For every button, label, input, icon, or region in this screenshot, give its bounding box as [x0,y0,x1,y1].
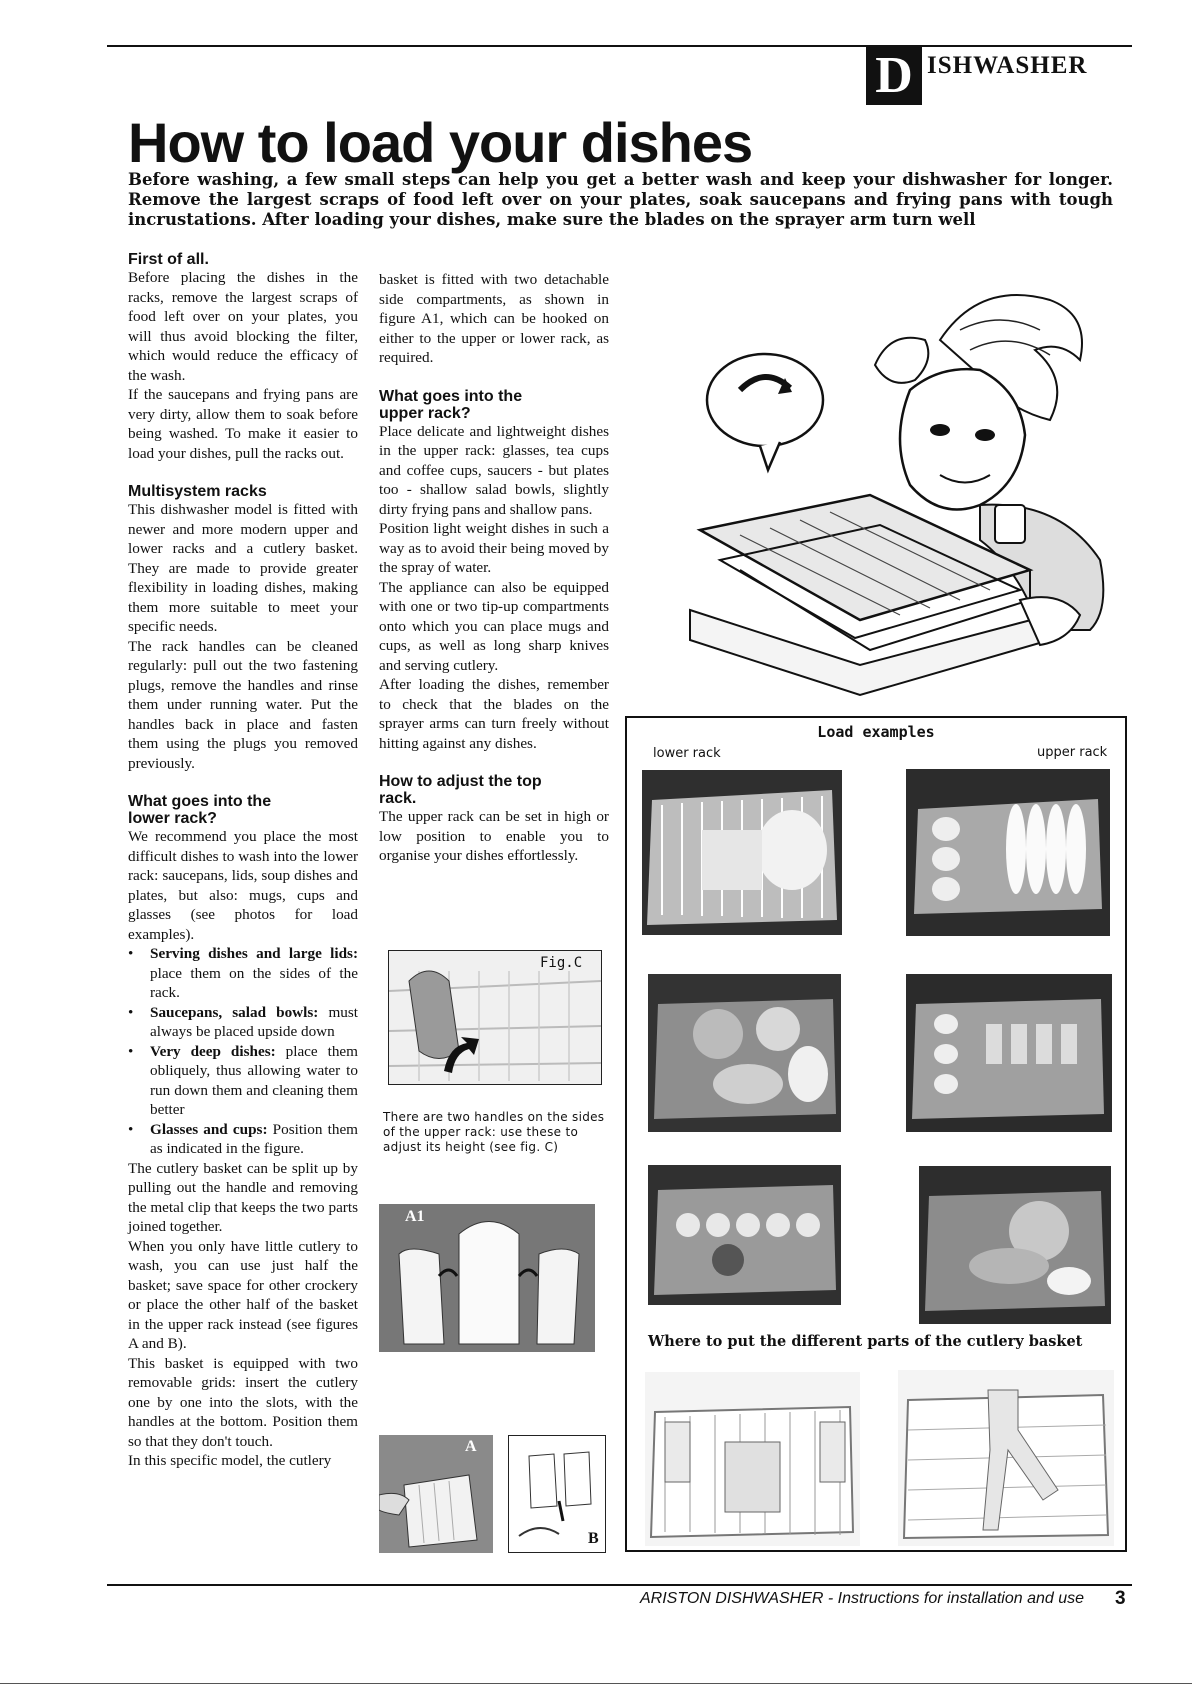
figure-a1-label: A1 [405,1208,425,1225]
figure-a1 [379,1204,595,1352]
figure-c-label: Fig.C [540,955,583,971]
column-1 [128,251,358,1471]
heading-lower-rack: What goes into the lower rack? [128,793,272,827]
paragraph: If the saucepans and frying pans are very dirty, allow them to soak before being washed. To make it easier to load your dishes, pull the racks out. [128,386,358,462]
intro-line-1: Before washing, a few small steps can help you get a better wash and keep your dishwasher for longer. [128,170,1113,189]
paragraph: The appliance can also be equipped with one or two tip-up compartments onto which you can place mugs and cups, as well as long sharp knives and serving cutlery. [379,578,609,674]
page-number: 3 [1115,1588,1126,1609]
paragraph: Place delicate and lightweight dishes in the upper rack: glasses, tea cups and coffee cups, saucers - but plates too - shallow salad bowls, slightly dirty frying pans and shallow pans. [379,422,609,518]
paragraph: The upper rack can be set in high or low position to enable you to organise your dishes effortlessly. [379,808,609,864]
heading-adjust-top-rack: How to adjust the top rack. [379,773,542,807]
upper-rack-photo-3 [919,1166,1111,1324]
paragraph: Before placing the dishes in the racks, remove the largest scraps of food left over on your plates, you will thus avoid blocking the filter, which would reduce the efficacy of the wash. [128,269,358,384]
upper-rack-photo-2 [906,974,1112,1132]
paragraph: basket is fitted with two detachable side compartments, as shown in figure A1, which can be hooked on either to the upper or lower rack, as required. [379,271,609,366]
paragraph: This dishwasher model is fitted with newer and more modern upper and lower racks and a cutlery basket. They are made to provide greater flexibility in loading dishes, making them more suitable to meet your specific needs. [128,501,358,635]
cutlery-lower-rack-photo [645,1372,860,1546]
list-item: • Very deep dishes: place them obliquely, thus allowing water to run down them and cleaning them better [128,1042,358,1118]
paragraph: The cutlery basket can be split up by pulling out the handle and removing the metal clip that keeps the two parts joined together. [128,1159,358,1235]
heading-upper-rack: What goes into the upper rack? [379,387,523,422]
paragraph: The rack handles can be cleaned regularly: pull out the two fastening plugs, remove the handles and rinse them under running water. Put the handles back in place and fasten them using the plugs you removed previously. [128,637,358,772]
paragraph: This basket is equipped with two removable grids: insert the cutlery one by one into the slots, with the handles at the bottom. Position them so that they don't touch. [128,1354,358,1450]
list-item: • Saucepans, salad bowls: must always be placed upside down [128,1003,358,1040]
heading-first-of-all: First of all. [128,251,209,268]
figure-a-label: A [465,1438,477,1455]
intro-line-2: Remove the largest scraps of food left over on your plates, soak saucepans and frying pans with tough [128,190,1113,209]
paragraph: After loading the dishes, remember to check that the blades on the sprayer arms can turn freely without hitting against any dishes. [379,676,609,752]
page-edge-rule [0,1683,1192,1684]
lower-rack-label: lower rack [653,746,721,761]
section-initial: D [866,47,922,105]
bottom-rule [107,1584,1132,1586]
lower-rack-photo-3 [648,1165,841,1305]
lower-rack-photo-2 [648,974,841,1132]
lower-rack-photo-1 [642,770,842,935]
paragraph: We recommend you place the most difficult dishes to wash into the lower rack: saucepans, lids, soup dishes and plates, but also: mugs, cups and glasses (see photos for load examples). [128,828,358,943]
footer-text: ARISTON DISHWASHER - Instructions for installation and use [640,1590,1085,1607]
figure-c-caption: There are two handles on the sides of the upper rack: use these to adjust its height (see fig. C) [383,1110,605,1154]
section-title: ISHWASHER [927,52,1088,79]
bullet-list [128,944,358,1159]
intro-line-3: incrustations. After loading your dishes, make sure the blades on the sprayer arm turn well [128,210,976,229]
heading-multisystem-racks: Multisystem racks [128,483,267,500]
page-title: How to load your dishes [128,111,753,174]
column-2 [379,270,609,866]
paragraph: Position light weight dishes in such a way as to avoid their being moved by the spray of water. [379,520,609,576]
figure-b-label: B [588,1530,599,1547]
cutlery-basket-title: Where to put the different parts of the cutlery basket [648,1333,1083,1350]
paragraph: When you only have little cutlery to wash, you can use just half the basket; save space for other crockery or place the other half of the basket in the upper rack instead (see figures A and B). [128,1237,358,1352]
cutlery-upper-rack-photo [898,1370,1114,1546]
top-rule [107,45,1132,47]
list-item: • Glasses and cups: Position them as indicated in the figure. [128,1120,358,1157]
paragraph: In this specific model, the cutlery [128,1452,332,1469]
upper-rack-label: upper rack [1037,745,1108,760]
list-item: • Serving dishes and large lids: place them on the sides of the rack. [128,945,358,1001]
loading-illustration [640,270,1140,710]
load-examples-title: Load examples [817,723,935,741]
upper-rack-photo-1 [906,769,1110,936]
